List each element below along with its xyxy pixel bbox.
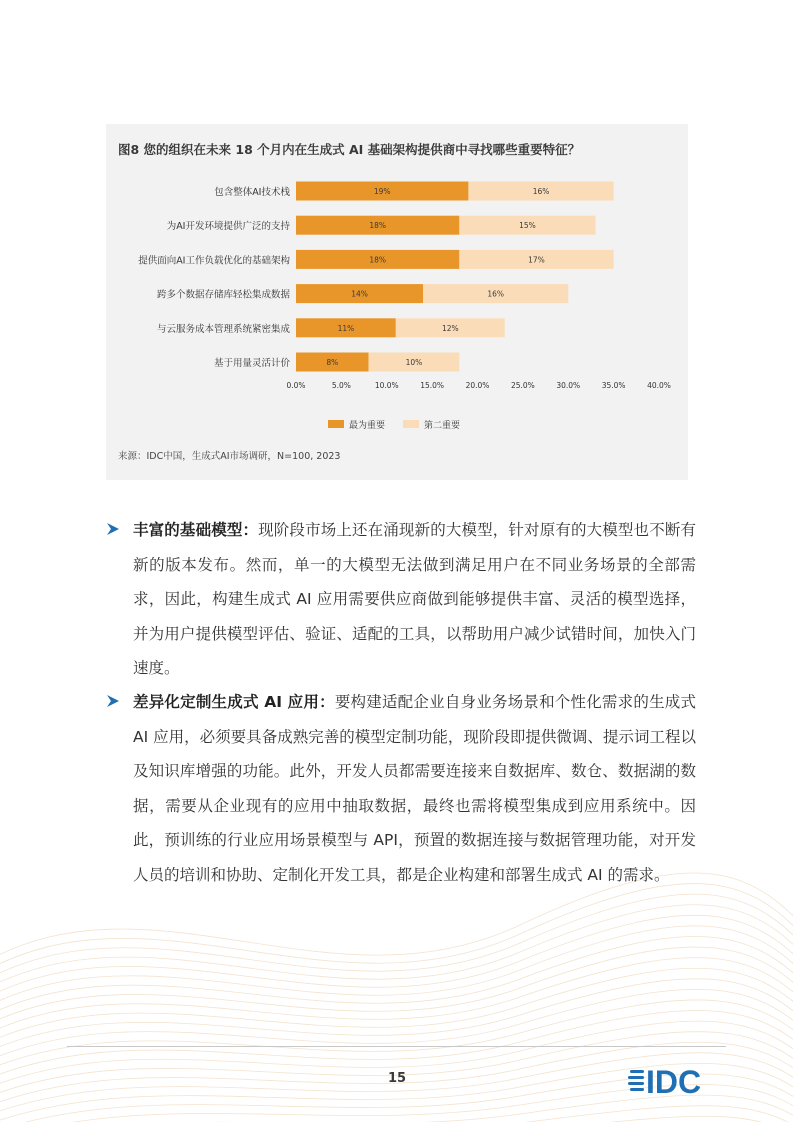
bullet-body: 要构建适配企业自身业务场景和个性化需求的生成式 AI 应用，必须要具备成熟完善的模型定制功能，现阶段即提供微调、提示词工程以及知识库增强的功能。此外，开发人员都需要连接来自数据库、数仓、数据湖的数据，需要从企业现有的应用中抽取数据，最终也需将模型集成到应用系统中。因此，预训练的行业应用场景模型与 API，预置的数据连接与数据管理功能，对开发人员的培训和协助、定制化开发工具，都是企业构建和部署生成式 AI 的需求。: [133, 693, 696, 884]
x-tick-label: 25.0%: [510, 381, 535, 390]
category-label: 为AI开发环境提供广泛的支持: [166, 221, 290, 233]
logo-text: IDC: [646, 1064, 702, 1098]
bar-value-label: 15%: [519, 221, 536, 231]
bullet-rich-models: [106, 513, 696, 686]
bar-value-label: 11%: [337, 323, 355, 333]
idc-logo: [628, 1062, 728, 1098]
bar-value-label: 17%: [528, 255, 545, 265]
x-tick-label: 10.0%: [374, 381, 399, 390]
bullet-body: 现阶段市场上还在涌现新的大模型，针对原有的大模型也不断有新的版本发布。然而，单一的大模型无法做到满足用户在不同业务场景的全部需求，因此，构建生成式 AI 应用需要供应商做到能够提供丰富、灵活的模型选择，并为用户提供模型评估、验证、适配的工具，以帮助用户减少试错时间，加快入门速度。: [133, 521, 696, 678]
bar-value-label: 16%: [487, 289, 504, 299]
bar-value-label: 14%: [351, 289, 368, 299]
wave-line: [0, 936, 793, 1019]
footer-divider: [67, 1046, 726, 1047]
bar-value-label: 19%: [373, 187, 391, 196]
legend-label: 第二重要: [424, 421, 461, 431]
legend-swatch: [328, 420, 344, 428]
category-label: 提供面向AI工作负载优化的基础架构: [138, 255, 290, 267]
bullet-custom-apps: [106, 685, 696, 893]
wave-line: [0, 915, 793, 1001]
figure-panel: [106, 124, 688, 480]
bar-value-label: 12%: [441, 323, 459, 333]
figure-title: 图8 您的组织在未来 18 个月内在生成式 AI 基础架构提供商中寻找哪些重要特征？: [118, 142, 581, 157]
category-label: 基于用量灵活计价: [213, 358, 290, 369]
figure-source: 来源：IDC中国，生成式AI市场调研，N=100, 2023: [118, 451, 341, 462]
bullet-paragraph: [133, 685, 696, 893]
wave-line: [0, 947, 793, 1028]
chevron-right-icon: [106, 694, 120, 708]
bar-value-label: 10%: [405, 358, 423, 367]
bar-value-label: 8%: [326, 358, 339, 367]
bullet-paragraph: [133, 513, 696, 686]
x-tick-label: 15.0%: [420, 381, 445, 390]
x-tick-label: 35.0%: [601, 381, 626, 390]
x-tick-label: 0.0%: [286, 381, 306, 390]
legend-label: 最为重要: [349, 421, 386, 431]
bar-value-label: 18%: [369, 221, 387, 231]
bar-value-label: 16%: [532, 187, 550, 196]
x-tick-label: 5.0%: [331, 381, 351, 390]
bullet-heading: 差异化定制生成式 AI 应用：: [133, 693, 335, 711]
x-tick-label: 30.0%: [556, 381, 581, 390]
category-label: 与云服务成本管理系统紧密集成: [156, 323, 290, 335]
legend-swatch: [403, 420, 419, 428]
wave-line: [0, 1106, 793, 1122]
bullet-heading: 丰富的基础模型：: [133, 521, 259, 539]
chevron-right-icon: [106, 522, 120, 536]
page-number: 15: [387, 1071, 407, 1086]
stacked-bar-chart: [106, 124, 688, 444]
x-tick-label: 40.0%: [647, 381, 671, 390]
category-label: 跨多个数据存储库轻松集成数据: [156, 289, 290, 301]
x-tick-label: 20.0%: [465, 381, 490, 390]
bar-value-label: 18%: [369, 255, 387, 265]
category-label: 包含整体AI技术栈: [214, 187, 290, 198]
